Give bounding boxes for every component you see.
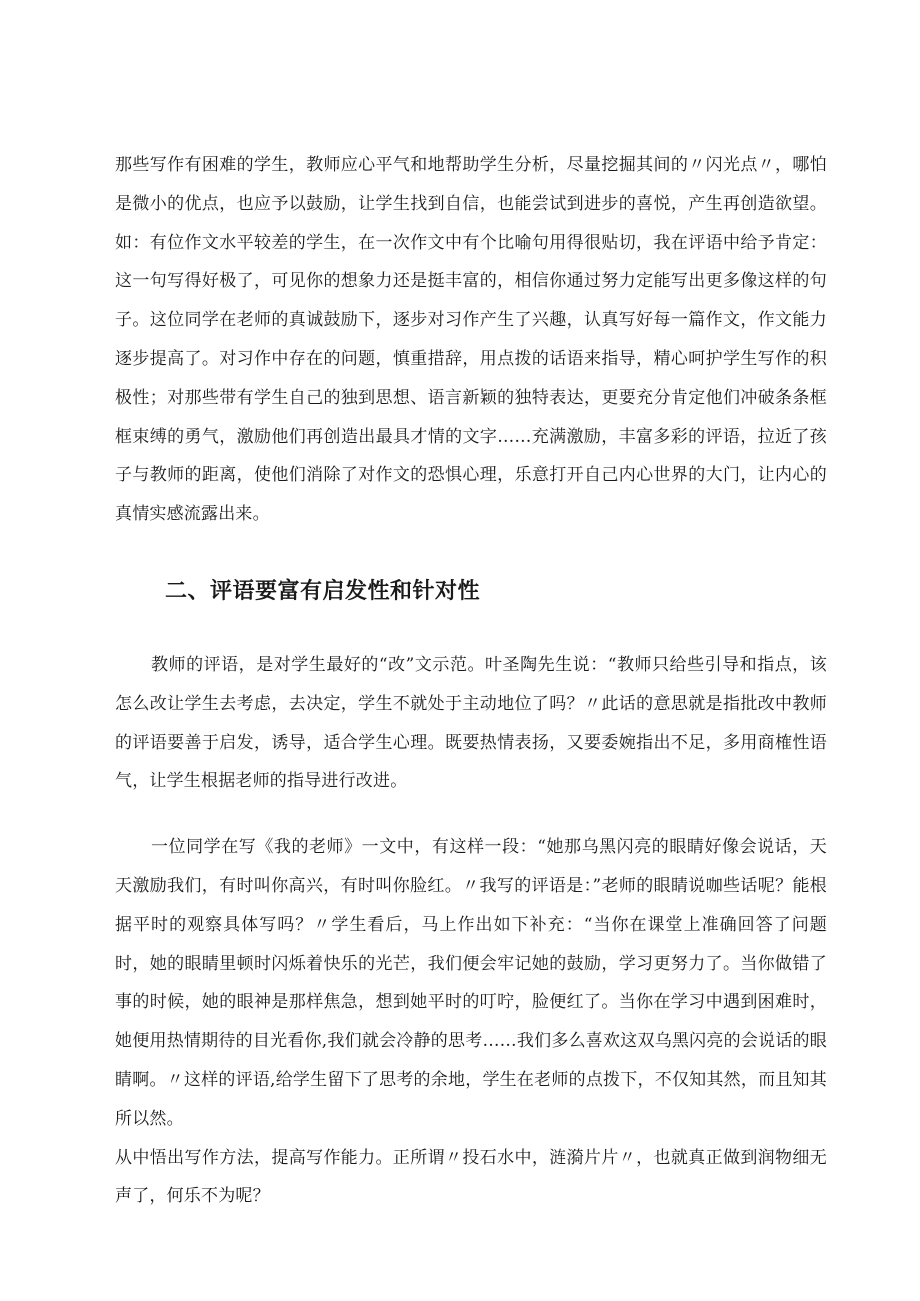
body-paragraph-1: 那些写作有困难的学生，教师应心平气和地帮助学生分析，尽量挖掘其间的〃闪光点〃，哪怕是微小的优点，也应予以鼓励，让学生找到自信，也能尝试到进步的喜悦，产生再创造欲望。如：有位作文水平较差的学生，在一次作文中有个比喻句用得很贴切，我在评语中给予肯定：这一句写得好极了，可见你的想象力还是挺丰富的，相信你通过努力定能写出更多像这样的句子。这位同学在老师的真诚鼓励下，逐步对习作产生了兴趣，认真写好每一篇作文，作文能力逐步提高了。对习作中存在的问题，慎重措辞，用点拨的话语来指导，精心呵护学生写作的积极性；对那些带有学生自己的独到思想、语言新颖的独特表达，更要充分肯定他们冲破条条框框束缚的勇气，激励他们再创造出最具才情的文字……充满激励，丰富多彩的评语，拉近了孩子与教师的距离，使他们消除了对作文的恐惧心理，乐意打开自己内心世界的大门，让内心的真情实感流露出来。 <box>115 155 827 525</box>
body-paragraph-3: 一位同学在写《我的老师》一文中，有这样一段：“她那乌黑闪亮的眼睛好像会说话，天天激励我们，有时叫你高兴，有时叫你脸红。〃我写的评语是：”老师的眼睛说咖些话呢？能根据平时的观察具体写吗？〃学生看后，马上作出如下补充：“当你在课堂上准确回答了问题时，她的眼睛里顿时闪烁着快乐的光芒，我们便会牢记她的鼓励，学习更努力了。当你做错了事的时候，她的眼神是那样焦急，想到她平时的叮咛，脸便红了。当你在学习中遇到困难时，她便用热情期待的目光看你,我们就会冷静的思考……我们多么喜欢这双乌黑闪亮的会说话的眼睛啊。〃这样的评语,给学生留下了思考的余地，学生在老师的点拨下，不仅知其然，而且知其所以然。 <box>115 837 827 1129</box>
body-paragraph-2: 教师的评语，是对学生最好的“改”文示范。叶圣陶先生说：“教师只给些引导和指点，该怎么改让学生去考虑，去决定，学生不就处于主动地位了吗？〃此话的意思就是指批改中教师的评语要善于启发，诱导，适合学生心理。既要热情表扬，又要委婉指出不足，多用商榷性语气，让学生根据老师的指导进行改进。 <box>115 654 827 792</box>
body-paragraph-4: 从中悟出写作方法，提高写作能力。正所谓〃投石水中，涟漪片片〃，也就真正做到润物细无声了，何乐不为呢？ <box>115 1147 827 1207</box>
document-page <box>115 146 827 1216</box>
section-heading: 二、评语要富有启发性和针对性 <box>165 577 481 604</box>
